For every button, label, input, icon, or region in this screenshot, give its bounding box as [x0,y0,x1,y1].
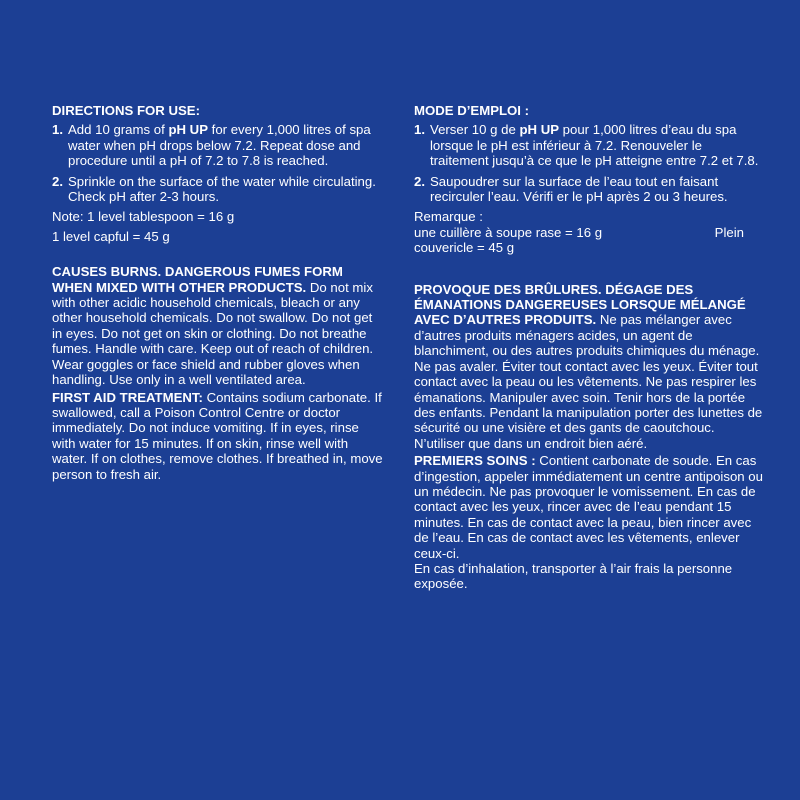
direction-step-2 [52,174,384,205]
step-text: Sprinkle on the surface of the water while circulating. Check pH after 2-3 hours. [68,173,376,205]
etape-1 [414,122,764,168]
avertissement-heading: PROVOQUE DES BRÛLURES. DÉGAGE DES ÉMANATIONS DANGEREUSES LORSQUE MÉLANGÉ AVEC D’AUTRES PRODUITS. [414,281,746,328]
etape-2 [414,174,764,205]
note-label: Remarque : [414,209,483,225]
note-couvercle: couvericle = 45 g [414,240,515,256]
step-text: for every 1,000 litres of spa water when pH drops below 7.2. Repeat dose and procedure until a pH of 7.2 to 7.8 is reached. [68,122,371,169]
first-aid-paragraph [52,390,384,482]
premiers-soins-text: Contient carbonate de soude. En cas d’ingestion, appeler immédiatement un centre antipoison ou un médecin. Ne pas provoquer le vomissement. En cas de contact avec les yeux, rincer avec de l’eau pendant 15 minutes. En cas de contact avec la peau, bien rincer avec de l’eau. En cas de contact avec les vêtements, enlever ceux-ci. [414,453,763,561]
note-tablespoon: Note: 1 level tablespoon = 16 g [52,209,235,225]
french-column [414,103,764,592]
measurement-note [52,209,384,244]
directions-steps [52,122,384,204]
step-text: pour 1,000 litres d’eau du spa lorsque le pH est inférieur à 7.2. Renouveler le traitement jusqu’à ce que le pH atteigne entre 7.2 et 7.8. [430,122,759,169]
english-column [52,103,384,482]
remarque-note [414,209,764,255]
warning-paragraph [52,264,384,387]
premiers-soins-inhalation: En cas d’inhalation, transporter à l’air frais la personne exposée. [414,560,733,592]
product-name: pH UP [168,122,208,138]
premiers-soins-paragraph [414,453,764,561]
note-row [414,225,744,240]
note-cuillere: une cuillère à soupe rase = 16 g [414,224,603,240]
premiers-soins-heading: PREMIERS SOINS : [414,453,536,469]
step-text: Add 10 grams of [68,122,169,138]
first-aid-heading: FIRST AID TREATMENT: [52,389,203,405]
step-number: 2. [52,173,63,189]
product-name: pH UP [519,122,560,138]
directions-heading: DIRECTIONS FOR USE: [52,103,200,118]
step-text: Saupoudrer sur la surface de l’eau tout en faisant recirculer l’eau. Vérifi er le pH après 2 ou 3 heures. [430,173,728,205]
mode-emploi-heading: MODE D’EMPLOI : [414,103,530,118]
note-plein: Plein [714,224,744,240]
step-number: 2. [414,173,425,189]
warning-heading: CAUSES BURNS. DANGEROUS FUMES FORM WHEN MIXED WITH OTHER PRODUCTS. [52,264,343,295]
avertissement-text: Ne pas mélanger avec d’autres produits ménagers acides, un agent de blanchiment, ou des autres produits chimiques du ménage. Ne pas avaler. Éviter tout contact avec les yeux. Éviter tout contact avec la peau ou les vêtements. Ne pas respirer les émanations. Manipuler avec soin. Tenir hors de la portée des enfants. Pendant la manipulation porter des lunettes de sécurité ou une visière et des gants de caoutchouc. N’utiliser que dans un endroit bien aéré. [414,312,763,451]
note-capful: 1 level capful = 45 g [52,228,170,244]
step-number: 1. [414,122,425,138]
mode-emploi-steps [414,122,764,204]
avertissement-paragraph [414,282,764,451]
step-number: 1. [52,122,63,138]
step-text: Verser 10 g de [430,122,520,138]
direction-step-1 [52,122,384,168]
first-aid-text: Contains sodium carbonate. If swallowed, call a Poison Control Centre or doctor immediately. Do not induce vomiting. If in eyes, rinse with water for 15 minutes. If on skin, rinse well with water. If on clothes, remove clothes. If breathed in, move person to fresh air. [52,389,383,482]
warning-text: Do not mix with other acidic household chemicals, bleach or any other household chemicals. Do not swallow. Do not get in eyes. Do not get on skin or clothing. Do not breathe fumes. Handle with care. Keep out of reach of children. Wear goggles or face shield and rubber gloves when handling. Use only in a well ventilated area. [52,279,374,388]
